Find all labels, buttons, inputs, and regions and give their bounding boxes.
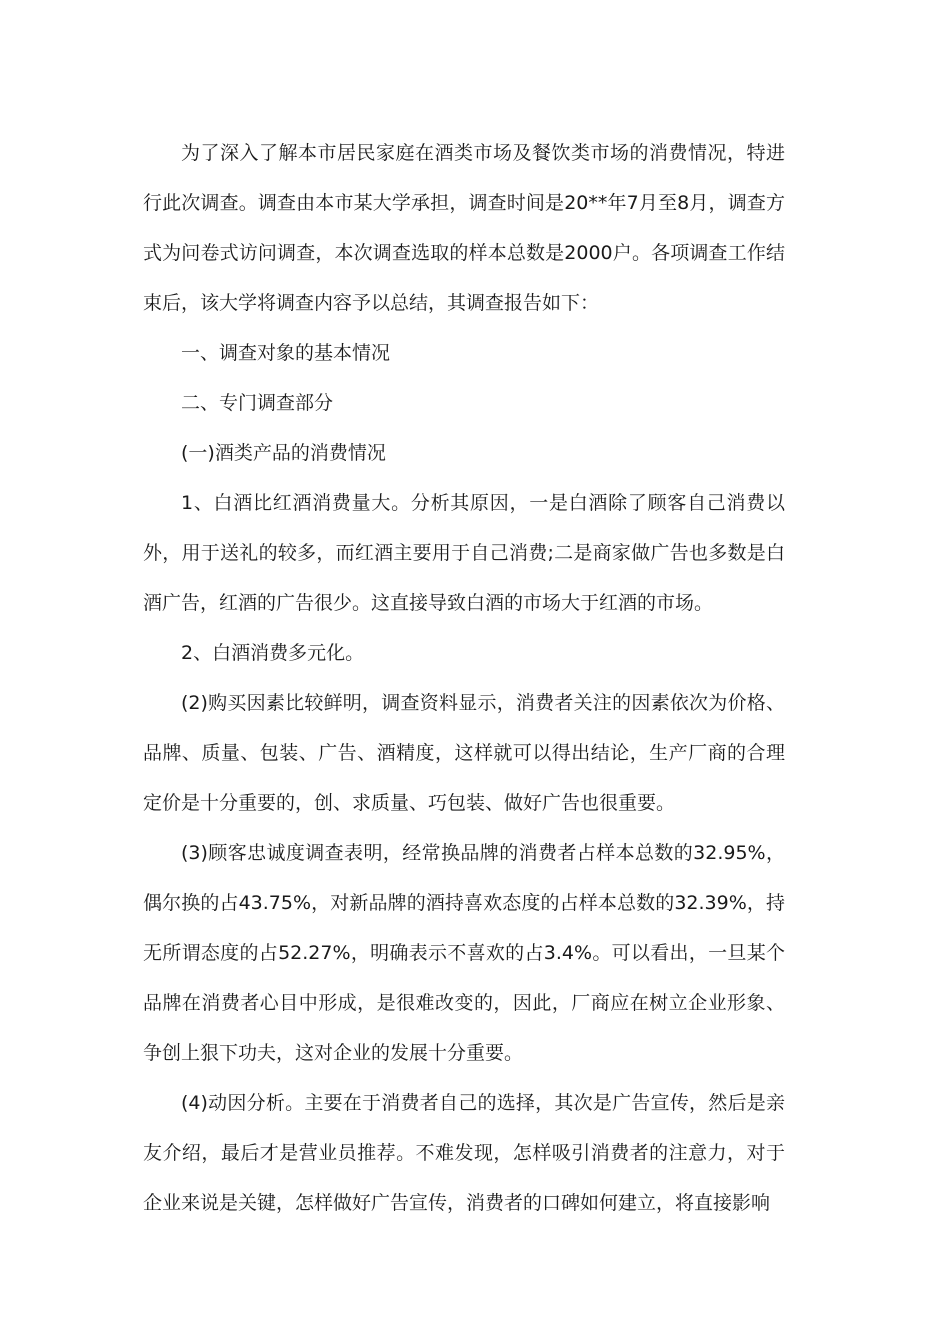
paragraph-point-1: 1、白酒比红酒消费量大。分析其原因，一是白酒除了顾客自己消费以外，用于送礼的较多，而红酒主要用于自己消费;二是商家做广告也多数是白酒广告，红酒的广告很少。这直接导致白酒的市场大于红酒的市场。: [143, 492, 785, 614]
document-body: [143, 128, 785, 1228]
heading-section-1: 一、调查对象的基本情况: [181, 342, 391, 364]
paragraph-customer-loyalty: (3)顾客忠诚度调查表明，经常换品牌的消费者占样本总数的32.95%，偶尔换的占43.75%，对新品牌的酒持喜欢态度的占样本总数的32.39%，持无所谓态度的占52.27%，明确表示不喜欢的占3.4%。可以看出，一旦某个品牌在消费者心目中形成，是很难改变的，因此，厂商应在树立企业形象、争创上狠下功夫，这对企业的发展十分重要。: [143, 842, 785, 1064]
paragraph-point-2: 2、白酒消费多元化。: [181, 642, 365, 664]
paragraph-purchase-factors: (2)购买因素比较鲜明，调查资料显示，消费者关注的因素依次为价格、品牌、质量、包装、广告、酒精度，这样就可以得出结论，生产厂商的合理定价是十分重要的，创、求质量、巧包装、做好广告也很重要。: [143, 692, 785, 814]
heading-section-2: 二、专门调查部分: [181, 392, 334, 414]
heading-subsection-1: (一)酒类产品的消费情况: [181, 442, 386, 464]
paragraph-motive-analysis: (4)动因分析。主要在于消费者自己的选择，其次是广告宣传，然后是亲友介绍，最后才是营业员推荐。不难发现，怎样吸引消费者的注意力，对于企业来说是关键，怎样做好广告宣传，消费者的口碑如何建立，将直接影响: [143, 1092, 785, 1214]
paragraph-intro: 为了深入了解本市居民家庭在酒类市场及餐饮类市场的消费情况，特进行此次调查。调查由本市某大学承担，调查时间是20**年7月至8月，调查方式为问卷式访问调查，本次调查选取的样本总数是2000户。各项调查工作结束后，该大学将调查内容予以总结，其调查报告如下：: [143, 142, 785, 314]
